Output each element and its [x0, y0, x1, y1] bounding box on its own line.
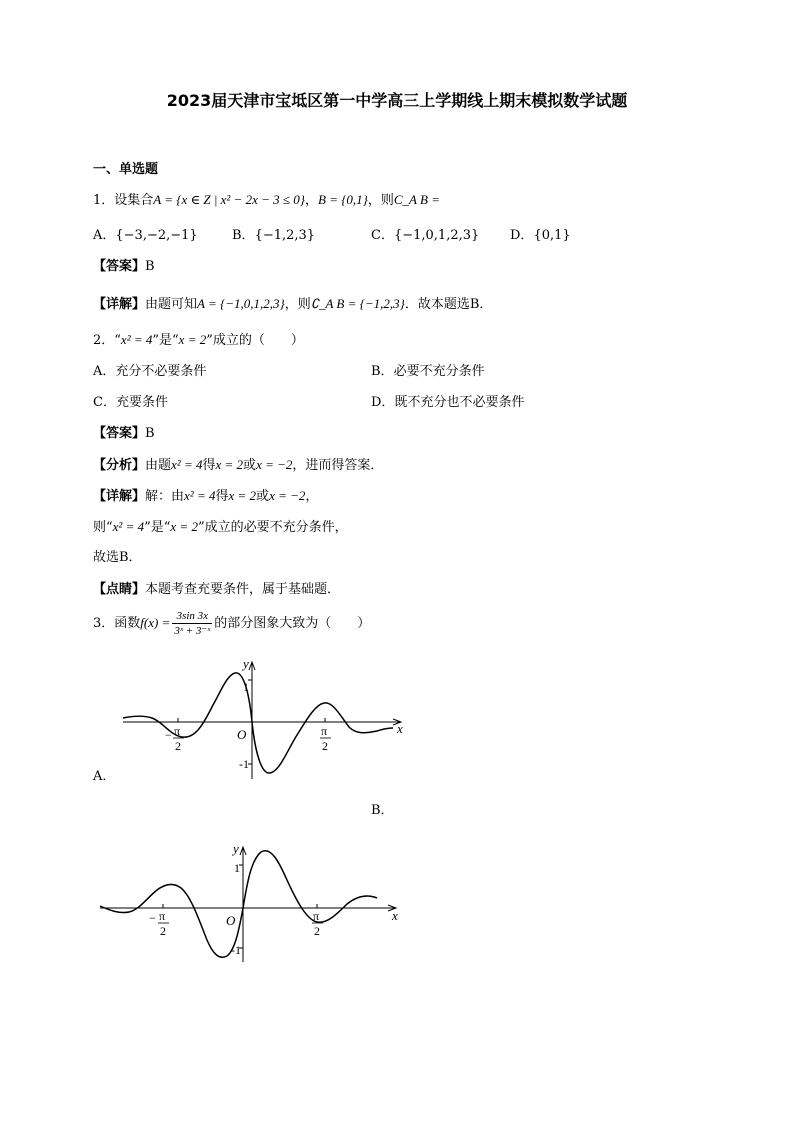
graph-a-x-label: x: [397, 721, 403, 736]
q2-comment: 【点睛】本题考查充要条件，属于基础题．: [93, 582, 341, 597]
graph-b-two: 2: [314, 924, 320, 938]
graph-a-label-neg1: -1: [239, 757, 249, 771]
q3-fraction: $\frac{3\sin 3x}{\text{3ˣ + 3⁻ˣ}}$: [174, 610, 211, 637]
option-a-label: A．: [93, 769, 116, 784]
q1-detail: 【详解】由题可知A = {−1,0,1,2,3}，则∁_A B = {−1,2,3}．故本题选B．: [93, 296, 493, 312]
graph-b-neg-two: 2: [160, 924, 166, 938]
q2-option-b: B．必要不充分条件: [371, 364, 485, 379]
question-3-stem: 3．函数f(x) = $\frac{3\sin 3x}{\text{3ˣ + 3⁻ˣ}}$ 的部分图象大致为（ ）: [93, 610, 371, 637]
q1-option-d: D．{0,1}: [510, 228, 571, 243]
q1-set-a: A = {x ∈ Z | x² − 2x − 3 ≤ 0}: [153, 192, 305, 207]
section-heading: 一、单选题: [93, 162, 159, 177]
question-2-stem: 2．“x² = 4”是“x = 2”成立的（ ）: [93, 332, 304, 348]
graph-b-x-label: x: [392, 908, 398, 923]
graph-a-pi: π: [321, 724, 328, 738]
q1-answer: 【答案】B: [93, 259, 155, 274]
graph-a: [115, 655, 415, 785]
graph-b-origin: O: [226, 913, 236, 928]
q1-option-c: C．{−1,0,1,2,3}: [371, 228, 480, 243]
q1-prefix: 1．设集合: [93, 193, 154, 208]
graph-a-neg-two: 2: [175, 739, 181, 753]
graph-a-curve: [123, 673, 393, 773]
q1-set-b: B = {0,1}: [318, 192, 368, 207]
q2-option-a: A．充分不必要条件: [93, 364, 207, 379]
q1-complement: C_A B =: [393, 192, 440, 207]
graph-b-neg-sign: −: [149, 911, 156, 925]
q2-detail-line3: 故选B．: [93, 550, 142, 565]
graph-a-label-1: 1: [243, 680, 249, 694]
graph-b-label-neg1: -1: [231, 943, 241, 957]
q2-detail: 【详解】解：由x² = 4得x = 2或x = −2，: [93, 488, 319, 504]
q2-detail-line2: 则“x² = 4”是“x = 2”成立的必要不充分条件，: [93, 519, 348, 535]
graph-a-y-label: y: [243, 656, 249, 671]
graph-a-neg-sign: −: [165, 728, 172, 742]
graph-b: [95, 840, 405, 970]
graph-b-y-label: y: [233, 841, 239, 856]
q2-option-c: C．充要条件: [93, 395, 168, 410]
question-1-stem: [93, 191, 440, 210]
q1-option-a: A．{−3,−2,−1}: [93, 228, 198, 243]
graph-a-two: 2: [322, 739, 328, 753]
q1-mid: ，则: [367, 193, 394, 208]
graph-b-pi: π: [313, 909, 320, 923]
graph-b-neg-pi: π: [159, 909, 166, 923]
q2-answer: 【答案】B: [93, 426, 155, 441]
graph-b-label-1: 1: [234, 861, 240, 875]
q1-sep: ，: [304, 193, 318, 208]
option-b-label: B．: [371, 803, 394, 818]
graph-a-origin: O: [237, 727, 247, 742]
q1-option-b: B．{−1,2,3}: [232, 228, 316, 243]
q2-analysis: 【分析】由题x² = 4得x = 2或x = −2，进而得答案．: [93, 457, 384, 473]
page-title: 2023届天津市宝坻区第一中学高三上学期线上期末模拟数学试题: [166, 91, 628, 110]
graph-a-neg-pi: π: [174, 724, 181, 738]
q2-option-d: D．既不充分也不必要条件: [371, 395, 525, 410]
